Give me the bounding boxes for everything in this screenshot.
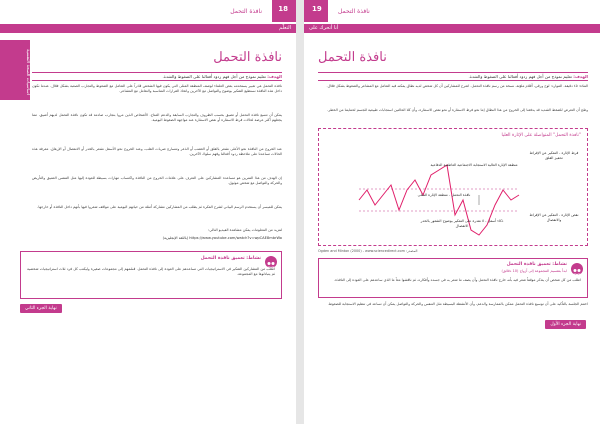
video-link[interactable]: https://www.youtube.com/watch?v=wpCAE8mbrWo (باللغة الإنجليزية) <box>162 236 282 240</box>
left-box-title: نشاط: تعميق نافذة التحمل <box>200 256 261 261</box>
right-paragraph: المدّة: ٤٥ دقيقة. الموارد: لوح ورقي، أقلام ملوّنة، نسخة من رسم نافذة التحمل. اشرح للمشاركين أن كل شخص لديه نطاق يمكنه فيه التعامل مع المشاعر والضغوط بشكل فعّال. <box>326 84 588 88</box>
left-goal-text: تعليم نموذج من أجل فهم ردود أفعالنا على الضغوط والشدة. <box>162 74 266 79</box>
left-paragraph: يمكن أن تتسع نافذة التحمل أو تضيق بحسب الظروف والتجارب السابقة والدعم المتاح. الأشخاص الذين مروا بتجارب صادمة قد تكون نافذة التحمل لديهم أضيق، مما يجعلهم أكثر عرضة لحالات فرط الاستثارة أو نقص الاستثارة عند مواجهة الضغوط اليومية. <box>32 113 282 123</box>
left-page-title: نافذة التحمل <box>213 50 282 65</box>
right-box-subtitle: ابدأ بتقسيم المجموعة إلى أزواج (10 دقائق) <box>501 269 567 273</box>
label-window: نافذة التحمل - منطقة الإثارة المثلى <box>417 193 471 197</box>
label-low-arousal: ذكاء أسفل - لا نقدرة على التفكير بوضوح الشعور بالخدر الانفصال <box>420 219 504 228</box>
diagram-credit: المصدر: Ogden and Minton (2000) - www.sciencedirect.com <box>318 249 418 253</box>
right-running-title: نافذة التحمل <box>338 8 370 15</box>
people-group-icon <box>571 263 583 275</box>
left-box-text: اطلب من المشاركين التفكير في الاستراتيجيات التي تساعدهم على العودة إلى نافذة التحمل. قسّمهم إلى مجموعات صغيرة وليكتب كل فرد ثلاث استراتيجيات شخصية ثم يتبادلوها مع المجموعة. <box>27 267 275 277</box>
left-page <box>0 0 296 424</box>
right-page-title: نافذة التحمل <box>318 50 387 65</box>
left-paragraph: إن الهدف من هذا التمرين هو مساعدة المشاركين على التعرف على علامات الخروج من النافذة واكتساب مهارات بسيطة للعودة إليها مثل التنفس العميق والتأريض والحركة والتواصل مع شخص موثوق. <box>32 176 282 186</box>
left-page-number: 18 <box>278 5 288 13</box>
diagram-title: "نافذة التحمل" المتواصلة على الإثارة العليا <box>501 133 581 138</box>
left-paragraph: لمزيد من المعلومات يمكن مشاهدة الفيديو التالي: <box>208 228 282 232</box>
label-hypoarousal: نقص الإثارة - التفكير عن الإفراط والانفصال <box>529 213 579 222</box>
left-paragraph: يمكن للميسر أن يستخدم الرسم البياني لشرح الفكرة ثم يطلب من المشاركين مشاركة أمثلة من حياتهم اليومية على مواقف شعروا فيها بأنهم داخل النافذة أو خارجها. <box>37 205 282 209</box>
right-activity-box <box>318 258 588 298</box>
right-goal-label: الهدف: <box>573 74 588 79</box>
side-tab: أساسيات الصحة النفسية <box>0 40 30 100</box>
left-goal-label: الهدف: <box>267 74 282 79</box>
right-closing-paragraph: اختتم الجلسة بالتأكيد على أن توسيع نافذة التحمل ممكن بالممارسة والدعم، وأن الأنشطة البسيطة مثل التنفس والحركة والتواصل يمكن أن تساعد في تنظيم الاستجابة للضغوط. <box>327 302 588 306</box>
right-section-band: أنا أتحرك على <box>304 24 600 33</box>
label-hyperarousal: فرط الإثارة - التفكير عن الإفراط تحفيز القلق <box>529 151 579 160</box>
right-goal-text: تعليم نموذج من أجل فهم ردود أفعالنا على الضغوط والشدة. <box>468 74 572 79</box>
left-paragraph: نافذة التحمل هي تعبير يستخدمه بعض العلماء لوصف المنطقة المثلى التي يكون فيها الشخص قادراً على التعامل مع الضغوط والتجارب الصعبة بشكل فعّال. عندما نكون داخل هذه النافذة نستطيع التفكير بوضوح والتواصل مع الآخرين واتخاذ القرارات المناسبة والتعامل مع المشاعر. <box>32 84 282 94</box>
right-page-number: 19 <box>312 5 322 13</box>
left-end-pill: نهاية الجزء الثاني <box>20 304 62 313</box>
left-running-title: نافذة التحمل <box>230 8 262 15</box>
left-goal <box>32 72 282 81</box>
right-box-text: اطلب من كل شخص أن يتذكر موقفاً شعر فيه بأنه خارج نافذة التحمل وأن يصف ما شعر به في جسده وأفكاره، ثم ناقشوا معاً ما الذي ساعدهم على العودة إلى النافذة. <box>334 278 581 282</box>
right-page <box>304 0 600 424</box>
left-section-band: التعلّم <box>0 24 296 33</box>
right-paragraph: وضّح أن التعرض للضغط الشديد قد يدفعنا إلى الخروج من هذا النطاق إما نحو فرط الاستثارة أو نحو نقص الاستثارة، وأن كلا الحالتين استجابات طبيعية للجسم لحمايتنا من الخطر. <box>327 108 588 112</box>
label-high-arousal: منطقة الإثارة العالية الاستجابة الاجتماعية العاطفية الدفاعية <box>430 163 518 167</box>
right-end-pill: نهاية الجزء الأول <box>545 320 586 329</box>
window-of-tolerance-diagram <box>318 128 588 246</box>
left-activity-box <box>20 251 282 299</box>
right-box-title: نشاط: تعميق نافذة التحمل <box>506 262 567 267</box>
right-goal <box>318 72 588 81</box>
left-paragraph: عند الخروج من النافذة نحو الأعلى نشعر بالقلق أو الغضب أو الذعر وتتسارع ضربات القلب، وعند الخروج نحو الأسفل نشعر بالخدر أو الانفصال أو الإرهاق. معرفة هذه الحالات تساعدنا على ملاحظة ردود أفعالنا وفهم سلوك الآخرين. <box>32 147 282 157</box>
